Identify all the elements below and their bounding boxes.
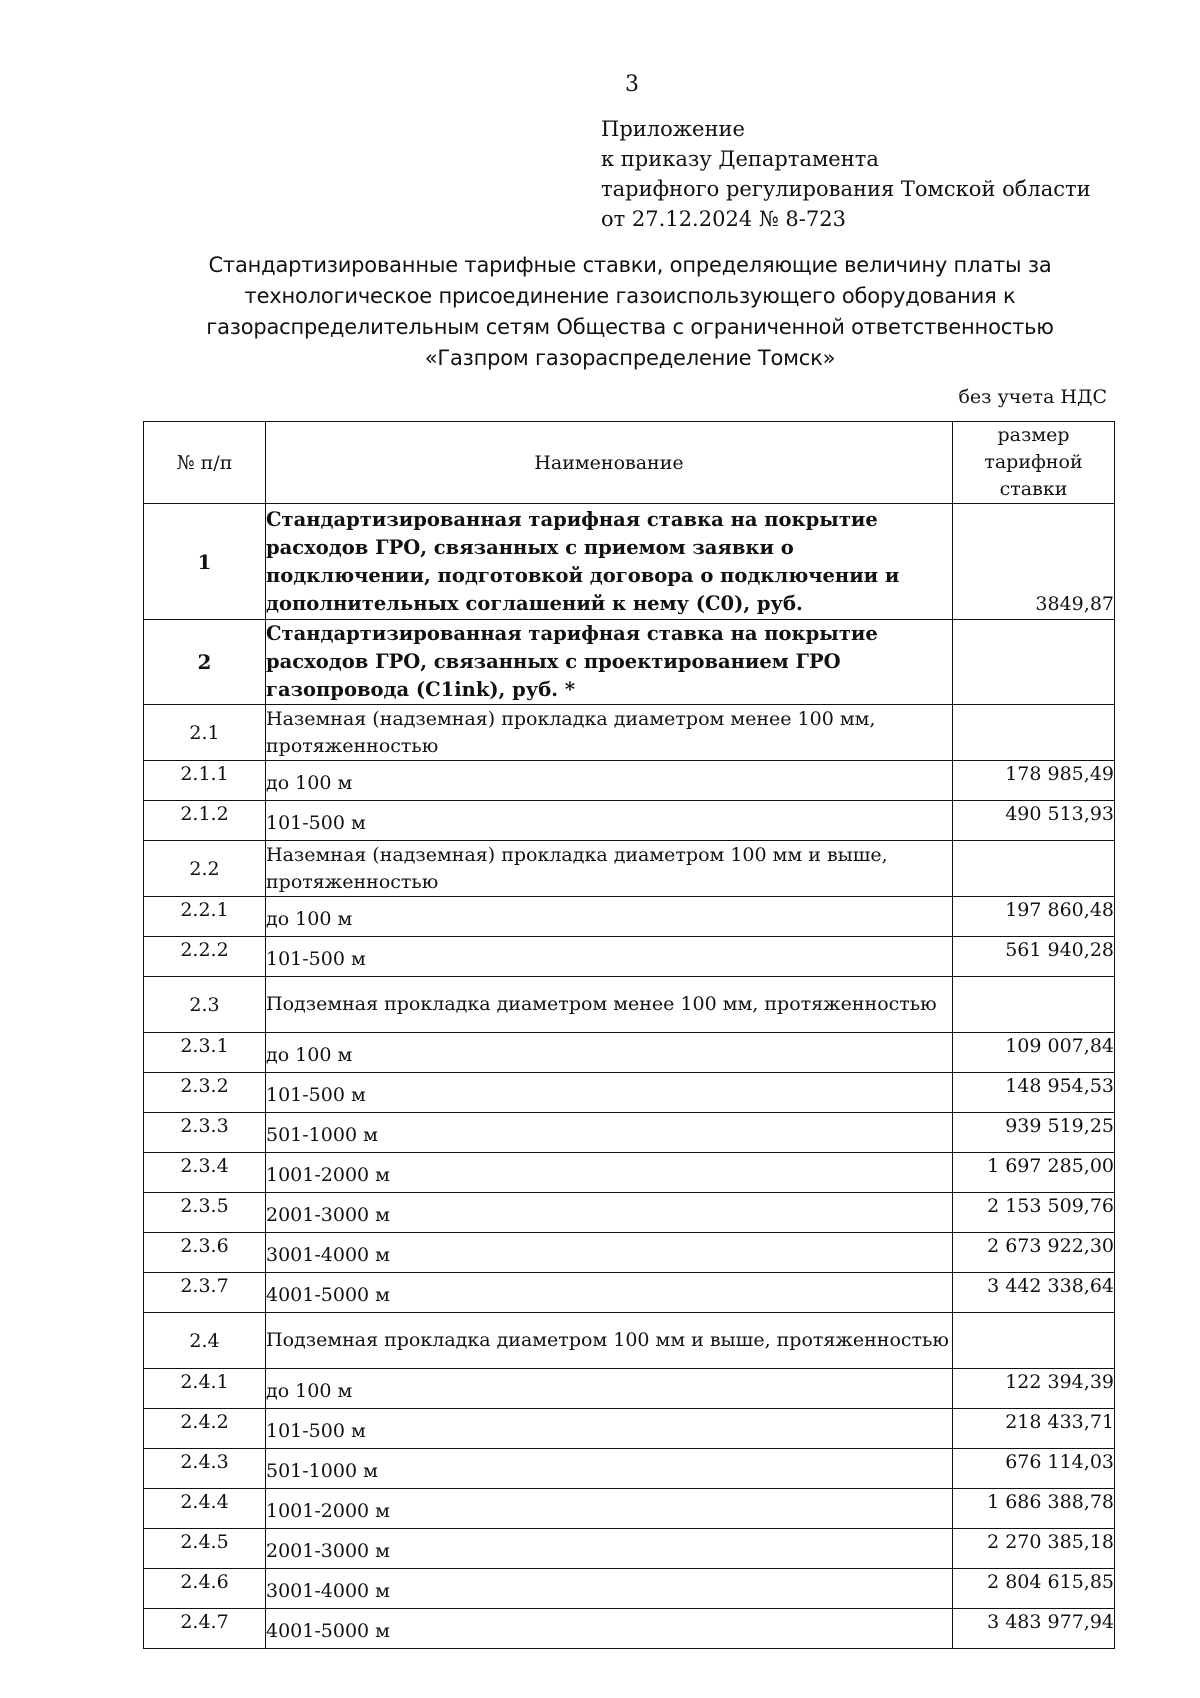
row-number: 2.1 [144, 705, 266, 761]
table-row [144, 1489, 1115, 1529]
table-row [144, 1153, 1115, 1193]
row-value: 2 673 922,30 [953, 1233, 1115, 1273]
table-row [144, 620, 1115, 705]
row-value [953, 977, 1115, 1033]
row-number: 2.4.6 [144, 1569, 266, 1609]
row-value: 122 394,39 [953, 1369, 1115, 1409]
row-value: 2 804 615,85 [953, 1569, 1115, 1609]
row-number: 2.4.4 [144, 1489, 266, 1529]
table-row [144, 897, 1115, 937]
row-name: 101-500 м [266, 1073, 953, 1113]
page-number: 3 [625, 72, 639, 97]
row-number: 2.3.5 [144, 1193, 266, 1233]
table-row [144, 504, 1115, 620]
table-row [144, 1409, 1115, 1449]
row-number: 2.1.2 [144, 801, 266, 841]
row-number: 2.3.7 [144, 1273, 266, 1313]
header-number: № п/п [144, 422, 266, 504]
row-value: 2 270 385,18 [953, 1529, 1115, 1569]
row-name: 3001-4000 м [266, 1569, 953, 1609]
table-row [144, 705, 1115, 761]
row-value [953, 705, 1115, 761]
table-row [144, 1113, 1115, 1153]
approval-line-4: от 27.12.2024 № 8-723 [601, 207, 846, 231]
row-name: Наземная (надземная) прокладка диаметром 100 мм и выше, протяженностью [266, 841, 953, 897]
title-line-4: «Газпром газораспределение Томск» [424, 346, 836, 370]
row-value: 2 153 509,76 [953, 1193, 1115, 1233]
row-number: 2.4.1 [144, 1369, 266, 1409]
row-name: Стандартизированная тарифная ставка на покрытие расходов ГРО, связанных с проектированием ГРО газопровода (С1ink), руб. * [266, 620, 953, 705]
row-name: 501-1000 м [266, 1113, 953, 1153]
row-value: 148 954,53 [953, 1073, 1115, 1113]
row-value [953, 841, 1115, 897]
row-value [953, 1313, 1115, 1369]
row-name: до 100 м [266, 1369, 953, 1409]
header-value-line-3: ставки [999, 478, 1068, 500]
table-row [144, 1273, 1115, 1313]
row-value: 1 686 388,78 [953, 1489, 1115, 1529]
row-number: 2.4.2 [144, 1409, 266, 1449]
row-name: Подземная прокладка диаметром 100 мм и выше, протяженностью [266, 1313, 953, 1369]
row-number: 2.3.1 [144, 1033, 266, 1073]
row-name: 4001-5000 м [266, 1609, 953, 1649]
approval-block [601, 114, 1091, 234]
approval-line-3: тарифного регулирования Томской области [601, 177, 1091, 201]
row-value: 218 433,71 [953, 1409, 1115, 1449]
row-value: 3 442 338,64 [953, 1273, 1115, 1313]
row-name: 2001-3000 м [266, 1529, 953, 1569]
row-value: 490 513,93 [953, 801, 1115, 841]
table-row [144, 1609, 1115, 1649]
tariff-rates-table [143, 421, 1115, 1649]
title-line-2: технологическое присоединение газоиспользующего оборудования к [244, 284, 1016, 308]
table-row [144, 1233, 1115, 1273]
row-number: 2.2.1 [144, 897, 266, 937]
table-row [144, 1449, 1115, 1489]
row-number: 2.3.6 [144, 1233, 266, 1273]
approval-line-1: Приложение [601, 117, 745, 141]
table-row [144, 841, 1115, 897]
table-row [144, 1529, 1115, 1569]
row-value: 1 697 285,00 [953, 1153, 1115, 1193]
table-row [144, 1073, 1115, 1113]
vat-note: без учета НДС [958, 386, 1107, 408]
row-name: 2001-3000 м [266, 1193, 953, 1233]
row-name: 1001-2000 м [266, 1153, 953, 1193]
row-name: 101-500 м [266, 1409, 953, 1449]
row-name: до 100 м [266, 761, 953, 801]
table-body [144, 504, 1115, 1649]
row-value: 197 860,48 [953, 897, 1115, 937]
table-row [144, 1033, 1115, 1073]
header-value-line-2: тарифной [984, 451, 1083, 473]
row-number: 2.2 [144, 841, 266, 897]
row-number: 2.4.3 [144, 1449, 266, 1489]
row-value: 178 985,49 [953, 761, 1115, 801]
row-name: до 100 м [266, 1033, 953, 1073]
row-name: Стандартизированная тарифная ставка на покрытие расходов ГРО, связанных с приемом заявки о подключении, подготовкой договора о подключении и дополнительных соглашений к нему (С0), руб. [266, 504, 953, 620]
row-number: 2.3.2 [144, 1073, 266, 1113]
row-name: 3001-4000 м [266, 1233, 953, 1273]
table-row [144, 801, 1115, 841]
row-name: 1001-2000 м [266, 1489, 953, 1529]
row-number: 2.3.4 [144, 1153, 266, 1193]
table-row [144, 1569, 1115, 1609]
row-name: 501-1000 м [266, 1449, 953, 1489]
row-number: 2.4.5 [144, 1529, 266, 1569]
row-number: 2.1.1 [144, 761, 266, 801]
header-name: Наименование [266, 422, 953, 504]
header-value-line-1: размер [997, 424, 1070, 446]
row-number: 2.4 [144, 1313, 266, 1369]
title-line-1: Стандартизированные тарифные ставки, определяющие величину платы за [208, 253, 1052, 277]
document-title [140, 250, 1120, 374]
row-name: 101-500 м [266, 937, 953, 977]
table-row [144, 977, 1115, 1033]
row-number: 2 [144, 620, 266, 705]
row-number: 2.3 [144, 977, 266, 1033]
table-row [144, 1369, 1115, 1409]
row-value: 939 519,25 [953, 1113, 1115, 1153]
row-name: до 100 м [266, 897, 953, 937]
row-value: 561 940,28 [953, 937, 1115, 977]
row-name: 101-500 м [266, 801, 953, 841]
row-number: 2.3.3 [144, 1113, 266, 1153]
approval-line-2: к приказу Департамента [601, 147, 879, 171]
table-header-row [144, 422, 1115, 504]
row-value: 676 114,03 [953, 1449, 1115, 1489]
table-row [144, 937, 1115, 977]
row-value: 3 483 977,94 [953, 1609, 1115, 1649]
title-line-3: газораспределительным сетям Общества с ограниченной ответственностью [206, 315, 1054, 339]
row-name: Наземная (надземная) прокладка диаметром менее 100 мм, протяженностью [266, 705, 953, 761]
header-value [953, 422, 1115, 504]
table-row [144, 1193, 1115, 1233]
table-row [144, 1313, 1115, 1369]
row-value: 3849,87 [953, 504, 1115, 620]
row-value [953, 620, 1115, 705]
row-name: 4001-5000 м [266, 1273, 953, 1313]
table-row [144, 761, 1115, 801]
row-name: Подземная прокладка диаметром менее 100 мм, протяженностью [266, 977, 953, 1033]
row-number: 1 [144, 504, 266, 620]
row-value: 109 007,84 [953, 1033, 1115, 1073]
row-number: 2.4.7 [144, 1609, 266, 1649]
row-number: 2.2.2 [144, 937, 266, 977]
